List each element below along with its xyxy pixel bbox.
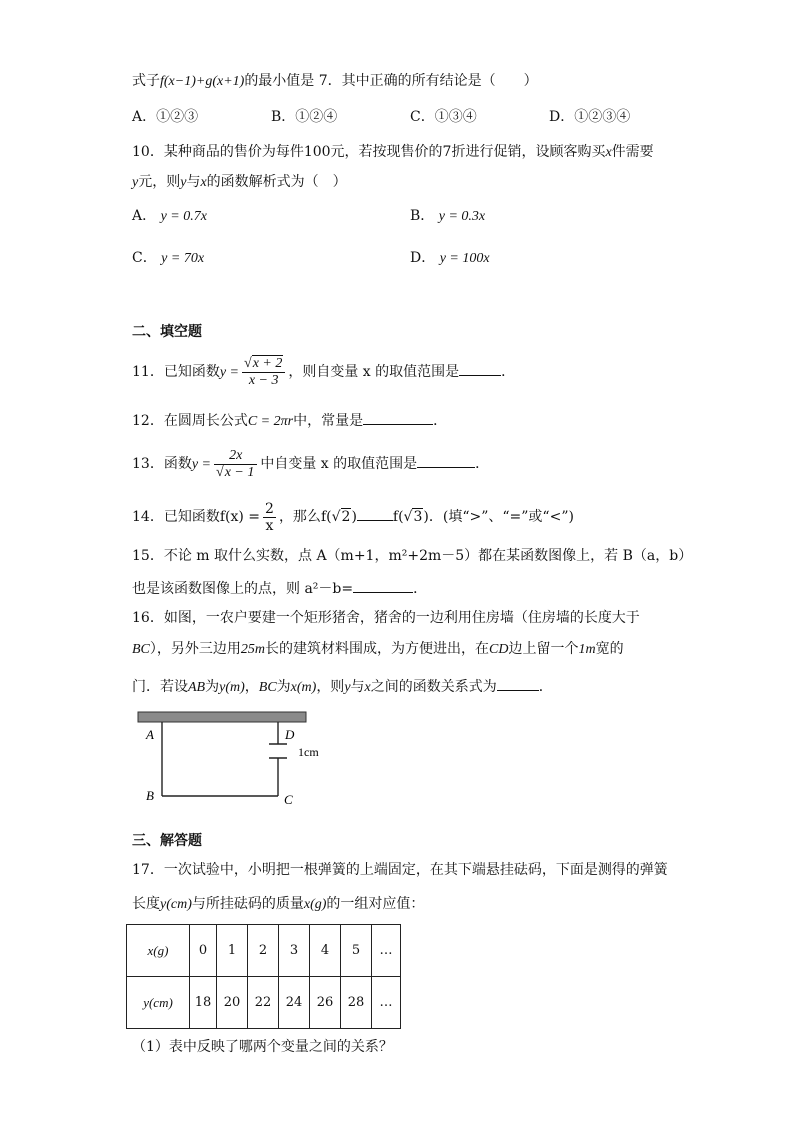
q16-xm: x(m) (290, 680, 317, 695)
q14-text-end: ．(填“>”、“=”或“<”) (428, 509, 574, 525)
q11-y-eq: y = (219, 365, 239, 380)
table-cell: 18 (190, 977, 217, 1029)
table-cell: 24 (279, 977, 310, 1029)
q13-line (132, 446, 489, 483)
table-cell: 26 (310, 977, 341, 1029)
q16-text-3e: 与 (350, 679, 365, 695)
q10-var-y: y (132, 175, 139, 190)
q10-option-c-label: C． (132, 250, 157, 266)
q13-text-end: 中自变量 x 的取值范围是 (260, 456, 418, 472)
q16-length: 25m (240, 642, 266, 657)
q9-option-b: B．①②④ (271, 109, 338, 125)
q16-text-3c: 为 (276, 679, 291, 695)
label-door-width: 1cm (298, 745, 319, 759)
table-cell: 20 (217, 977, 248, 1029)
table-row (127, 925, 401, 977)
table-cell: 5 (341, 925, 372, 977)
table-header-x: x(g) (127, 925, 190, 977)
q10-text-2-end: 的函数解析式为（ ） (206, 174, 347, 190)
q16-ym: y(m) (219, 680, 245, 695)
q10-option-a-expr: y = 0.7x (160, 209, 207, 224)
q16-line1: 16．如图，一农户要建一个矩形猪舍，猪舍的一边利用住房墙（住房墙的长度大于 (132, 610, 640, 626)
q10-text-2: 元，则 (138, 174, 181, 190)
q14-f-1: f (320, 509, 327, 525)
q14-arg-1: 2 (341, 509, 351, 525)
table-header-y: y(cm) (127, 977, 190, 1029)
q9-text-end: 的最小值是 7．其中正确的所有结论是（ ） (244, 73, 538, 89)
q16-answer-blank[interactable] (497, 676, 539, 691)
q16-text-2-mid: 长的建筑材料围成，为方便进出，在 (265, 641, 490, 657)
q13-numerator: 2x (214, 448, 257, 465)
q16-bc-2: BC (258, 680, 277, 695)
q16-line3 (132, 676, 553, 698)
q12-text-end: 中，常量是 (293, 413, 364, 429)
label-b: B (146, 788, 154, 803)
q16-text-2-tail: 宽的 (595, 641, 624, 657)
q9-option-d: D．①②③④ (549, 109, 631, 125)
q12-answer-blank[interactable] (363, 410, 433, 425)
q16-cd: CD (489, 642, 509, 657)
q15-line1: 15．不论 m 取什么实数，点 A（m+1，m²+2m－5）都在某函数图像上，若 B（a，b） (132, 548, 693, 564)
q10-text-1-end: 件需要 (611, 144, 654, 160)
q16-door: 1m (578, 642, 596, 657)
q17-line2 (132, 894, 424, 915)
label-d: D (285, 727, 295, 742)
q11-dot: ． (501, 364, 516, 380)
q13-y-eq: y = (191, 457, 211, 472)
q14-line: 14．已知函数f(x) = $\frac{2}{x}$ ，那么f(√2) f(√3)．(填“>”、“=”或“<”) (132, 500, 574, 534)
q13-text-start: 13．函数 (132, 456, 192, 472)
q10-text-1: 10．某种商品的售价为每件100元，若按现售价的7折进行促销，设顾客购买 (132, 144, 606, 160)
q10-text-2-mid: 与 (186, 174, 201, 190)
q14-arg-2: 3 (413, 509, 423, 525)
table-cell: 0 (190, 925, 217, 977)
q13-denominator: x − 1 (224, 464, 255, 480)
q16-text-3f: 之间的函数关系式为 (370, 679, 497, 695)
q14-text-mid: ，那么 (278, 509, 321, 525)
label-c: C (284, 792, 293, 807)
q16-text-3d: ，则 (316, 679, 345, 695)
q11-text-end: ，则自变量 x 的取值范围是 (288, 364, 460, 380)
q17-sub1: （1）表中反映了哪两个变量之间的关系？ (132, 1039, 393, 1055)
q16-text-2: ），另外三边用 (149, 641, 241, 657)
q15-text-2: 也是该函数图像上的点，则 a²－b= (132, 581, 354, 597)
q12-dot: ． (433, 413, 448, 429)
q10-option-d (410, 248, 490, 269)
q9-text-start: 式子 (132, 73, 160, 89)
q11-line (132, 354, 515, 391)
q10-option-d-expr: y = 100x (439, 251, 490, 266)
q9-option-a: A．①②③ (132, 109, 199, 125)
q17-line1: 17．一次试验中，小明把一根弹簧的上端固定，在其下端悬挂砝码，下面是测得的弹簧 (132, 862, 668, 878)
q16-var-x: x (364, 680, 371, 695)
q10-option-b-label: B． (410, 208, 435, 224)
q9-expression: f(x−1)+g(x+1) (160, 74, 245, 89)
q10-option-d-label: D． (410, 250, 436, 266)
house-wall (138, 712, 306, 722)
q16-text-3a: 为 (205, 679, 220, 695)
q15-dot: ． (413, 581, 428, 597)
table-cell: 2 (248, 925, 279, 977)
pigpen-figure (130, 708, 320, 812)
section-answer-title: 三、解答题 (132, 833, 202, 849)
q10-option-c (132, 248, 204, 269)
q14-answer-blank[interactable] (357, 506, 393, 521)
table-cell: 3 (279, 925, 310, 977)
q10-line2 (132, 172, 347, 193)
q13-dot: ． (475, 456, 490, 472)
q11-fraction: $\frac{√x + 2}{x - 3}$ (242, 356, 285, 389)
q16-bc: BC (132, 642, 150, 657)
q16-var-y: y (344, 680, 351, 695)
q10-var-y-2: y (180, 175, 187, 190)
q16-ab: AB (188, 680, 206, 695)
q14-fx: f(x) = (219, 509, 261, 525)
q14-numerator: 2 (265, 500, 274, 517)
q15-line2 (132, 578, 427, 599)
table-cell: 4 (310, 925, 341, 977)
table-cell: 28 (341, 977, 372, 1029)
q11-denominator: x − 3 (248, 372, 279, 388)
q10-option-a-label: A． (132, 208, 157, 224)
q13-fraction: $\frac{2x}{√x - 1}$ (214, 448, 257, 481)
q11-text-start: 11．已知函数 (132, 364, 220, 380)
q17-text-2b: 与所挂砝码的质量 (191, 896, 304, 912)
q10-option-b (410, 206, 485, 227)
q10-var-x-2: x (200, 175, 207, 190)
q15-answer-blank[interactable] (353, 578, 413, 593)
q17-text-2a: 长度 (132, 896, 160, 912)
q14-text-start: 14．已知函数 (132, 509, 220, 525)
table-row (127, 977, 401, 1029)
q16-text-3: 门．若设 (132, 679, 188, 695)
q10-option-c-expr: y = 70x (161, 251, 205, 266)
q17-xg: x(g) (303, 897, 327, 912)
q9-option-c: C．①③④ (410, 109, 477, 125)
label-a: A (146, 727, 154, 742)
table-cell: … (372, 925, 401, 977)
q14-f-2: f (392, 509, 399, 525)
q16-text-2-end: 边上留一个 (508, 641, 579, 657)
table-cell: … (372, 977, 401, 1029)
q16-line2 (132, 639, 624, 660)
q17-ycm: y(cm) (160, 897, 192, 912)
q10-option-a (132, 206, 207, 227)
q16-dot: ． (538, 679, 553, 695)
table-cell: 1 (217, 925, 248, 977)
q11-numerator: x + 2 (252, 355, 283, 371)
q11-answer-blank[interactable] (459, 361, 501, 376)
q14-denominator: x (265, 517, 274, 534)
q9-line (132, 71, 538, 92)
q10-line1 (132, 142, 654, 163)
table-cell: 22 (248, 977, 279, 1029)
q13-answer-blank[interactable] (417, 453, 475, 468)
q12-line (132, 410, 447, 432)
q17-text-2c: 的一组对应值： (326, 896, 425, 912)
q12-formula: C = 2πr (247, 414, 294, 429)
section-fill-blank-title: 二、填空题 (132, 324, 202, 340)
q14-fraction (263, 501, 276, 534)
q17-value-table (126, 924, 401, 1029)
q10-var-x: x (605, 145, 612, 160)
q12-text-start: 12．在圆周长公式 (132, 413, 248, 429)
q16-text-3b: ， (244, 679, 259, 695)
q10-option-b-expr: y = 0.3x (438, 209, 486, 224)
